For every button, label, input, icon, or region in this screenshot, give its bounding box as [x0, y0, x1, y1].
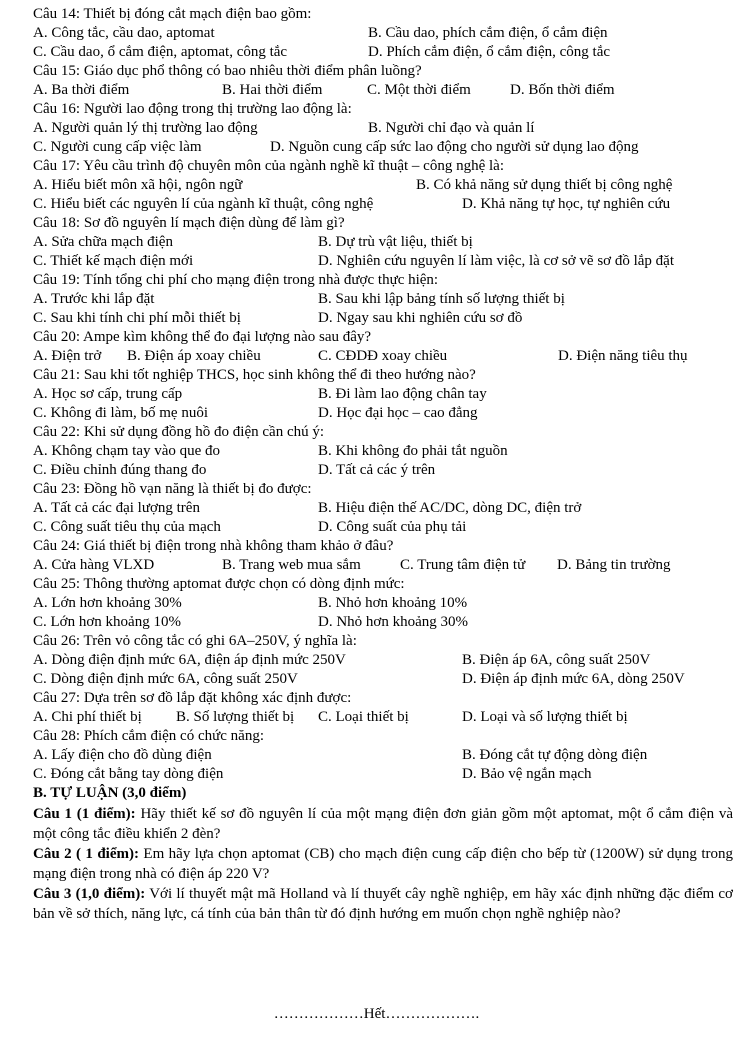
question-26: Câu 26: Trên vỏ công tắc có ghi 6A–250V, ý nghĩa là:: [33, 633, 357, 649]
q14-option-a: A. Công tắc, cầu dao, aptomat: [33, 25, 215, 41]
q24-option-b: B. Trang web mua sắm: [222, 557, 361, 573]
q18-option-b: B. Dự trù vật liệu, thiết bị: [318, 234, 473, 250]
q28-option-a: A. Lấy điện cho đồ dùng điện: [33, 747, 212, 763]
q22-option-b: B. Khi không đo phải tắt nguồn: [318, 443, 508, 459]
question-16: Câu 16: Người lao động trong thị trường lao động là:: [33, 101, 352, 117]
question-20: Câu 20: Ampe kìm không thể đo đại lượng nào sau đây?: [33, 329, 372, 345]
q25-option-b: B. Nhỏ hơn khoảng 10%: [318, 595, 468, 611]
q27-option-d: D. Loại và số lượng thiết bị: [462, 709, 628, 725]
q17-option-a: A. Hiểu biết môn xã hội, ngôn ngữ: [33, 177, 243, 193]
q25-option-a: A. Lớn hơn khoảng 30%: [33, 595, 182, 611]
question-14: Câu 14: Thiết bị đóng cắt mạch điện bao gồm:: [33, 6, 312, 22]
question-25: Câu 25: Thông thường aptomat được chọn có dòng định mức:: [33, 576, 405, 592]
question-24: Câu 24: Giá thiết bị điện trong nhà không tham khảo ở đâu?: [33, 538, 394, 554]
q25-option-c: C. Lớn hơn khoảng 10%: [33, 614, 181, 630]
q23-option-d: D. Công suất của phụ tải: [318, 519, 467, 535]
q22-option-d: D. Tất cả các ý trên: [318, 462, 436, 478]
essay-question-2: [33, 844, 733, 884]
q20-option-c: C. CĐDĐ xoay chiều: [318, 348, 448, 364]
q16-option-b: B. Người chỉ đạo và quản lí: [368, 120, 535, 136]
question-19: Câu 19: Tính tổng chi phí cho mạng điện trong nhà được thực hiện:: [33, 272, 439, 288]
q24-option-a: A. Cửa hàng VLXD: [33, 557, 155, 573]
q23-option-b: B. Hiệu điện thế AC/DC, dòng DC, điện trở: [318, 500, 582, 516]
question-28: Câu 28: Phích cắm điện có chức năng:: [33, 728, 264, 744]
question-23: Câu 23: Đồng hồ vạn năng là thiết bị đo được:: [33, 481, 312, 497]
q21-option-a: A. Học sơ cấp, trung cấp: [33, 386, 183, 402]
q14-option-b: B. Cầu dao, phích cắm điện, ổ cắm điện: [368, 25, 608, 41]
q21-option-c: C. Không đi làm, bố mẹ nuôi: [33, 405, 208, 421]
q17-option-d: D. Khả năng tự học, tự nghiên cứu: [462, 196, 671, 212]
q23-option-a: A. Tất cả các đại lượng trên: [33, 500, 200, 516]
section-b-heading: B. TỰ LUẬN (3,0 điểm): [33, 785, 187, 801]
q23-option-c: C. Công suất tiêu thụ của mạch: [33, 519, 221, 535]
q15-option-d: D. Bốn thời điểm: [510, 82, 615, 98]
q19-option-d: D. Ngay sau khi nghiên cứu sơ đồ: [318, 310, 523, 326]
essay-1-text: Hãy thiết kế sơ đồ nguyên lí của một mạng điện đơn giản gồm một aptomat, một ổ cắm điện và một công tắc điều khiển 2 đèn?: [33, 806, 734, 842]
q21-option-b: B. Đi làm lao động chân tay: [318, 386, 487, 402]
q25-option-d: D. Nhỏ hơn khoảng 30%: [318, 614, 468, 630]
q24-option-d: D. Bảng tin trường: [557, 557, 671, 573]
q16-option-a: A. Người quản lý thị trường lao động: [33, 120, 258, 136]
q28-option-c: C. Đóng cắt bằng tay dòng điện: [33, 766, 224, 782]
q28-option-d: D. Bảo vệ ngắn mạch: [462, 766, 592, 782]
q17-option-b: B. Có khả năng sử dụng thiết bị công nghệ: [416, 177, 673, 193]
q14-option-d: D. Phích cắm điện, ổ cắm điện, công tắc: [368, 44, 611, 60]
q26-option-d: D. Điện áp định mức 6A, dòng 250V: [462, 671, 685, 687]
q19-option-b: B. Sau khi lập bảng tính số lượng thiết bị: [318, 291, 565, 307]
q15-option-b: B. Hai thời điểm: [222, 82, 323, 98]
q15-option-c: C. Một thời điểm: [367, 82, 471, 98]
q27-option-b: B. Số lượng thiết bị: [176, 709, 295, 725]
q26-option-b: B. Điện áp 6A, công suất 250V: [462, 652, 651, 668]
q20-option-b: B. Điện áp xoay chiều: [127, 348, 261, 364]
essay-1-label: Câu 1 (1 điểm):: [33, 806, 136, 822]
question-18: Câu 18: Sơ đồ nguyên lí mạch điện dùng để làm gì?: [33, 215, 345, 231]
essay-2-label: Câu 2 ( 1 điểm):: [33, 846, 139, 862]
question-27: Câu 27: Dựa trên sơ đồ lắp đặt không xác định được:: [33, 690, 352, 706]
q21-option-d: D. Học đại học – cao đẳng: [318, 405, 478, 421]
q20-option-a: A. Điện trở: [33, 348, 102, 364]
q20-option-d: D. Điện năng tiêu thụ: [558, 348, 688, 364]
question-21: Câu 21: Sau khi tốt nghiệp THCS, học sinh không thể đi theo hướng nào?: [33, 367, 476, 383]
q19-option-a: A. Trước khi lắp đặt: [33, 291, 155, 307]
q17-option-c: C. Hiểu biết các nguyên lí của ngành kĩ thuật, công nghệ: [33, 196, 374, 212]
essay-3-label: Câu 3 (1,0 điểm):: [33, 886, 146, 902]
q22-option-a: A. Không chạm tay vào que đo: [33, 443, 221, 459]
question-15: Câu 15: Giáo dục phổ thông có bao nhiêu thời điểm phân luồng?: [33, 63, 422, 79]
q22-option-c: C. Điều chỉnh đúng thang đo: [33, 462, 207, 478]
question-17: Câu 17: Yêu cầu trình độ chuyên môn của ngành nghề kĩ thuật – công nghệ là:: [33, 158, 504, 174]
essay-3-text: Với lí thuyết mật mã Holland và lí thuyết cây nghề nghiệp, em hãy xác định những đặc điểm cơ bản về sở thích, năng lực, cá tính của bản thân từ đó định hướng em muốn chọn nghề nghiệp nào?: [33, 886, 733, 922]
q15-option-a: A. Ba thời điểm: [33, 82, 130, 98]
q28-option-b: B. Đóng cắt tự động dòng điện: [462, 747, 648, 763]
q18-option-a: A. Sửa chữa mạch điện: [33, 234, 173, 250]
q16-option-c: C. Người cung cấp việc làm: [33, 139, 202, 155]
essay-2-text: Em hãy lựa chọn aptomat (CB) cho mạch điện cung cấp điện cho bếp từ (1200W) sử dụng trong mạng điện trong nhà có điện áp 220 V?: [33, 846, 733, 882]
q24-option-c: C. Trung tâm điện tử: [400, 557, 526, 573]
end-marker: ………………Hết……………….: [273, 1006, 480, 1022]
q14-option-c: C. Cầu dao, ổ cắm điện, aptomat, công tắc: [33, 44, 288, 60]
q18-option-d: D. Nghiên cứu nguyên lí làm việc, là cơ sở vẽ sơ đồ lắp đặt: [318, 253, 675, 269]
question-22: Câu 22: Khi sử dụng đồng hồ đo điện cần chú ý:: [33, 424, 325, 440]
essay-question-3: [33, 884, 733, 924]
q16-option-d: D. Nguồn cung cấp sức lao động cho người sử dụng lao động: [270, 139, 639, 155]
q26-option-a: A. Dòng điện định mức 6A, điện áp định mức 250V: [33, 652, 346, 668]
q26-option-c: C. Dòng điện định mức 6A, công suất 250V: [33, 671, 298, 687]
q27-option-a: A. Chi phí thiết bị: [33, 709, 142, 725]
essay-question-1: [33, 804, 733, 844]
q18-option-c: C. Thiết kế mạch điện mới: [33, 253, 194, 269]
q27-option-c: C. Loại thiết bị: [318, 709, 409, 725]
q19-option-c: C. Sau khi tính chi phí mỗi thiết bị: [33, 310, 241, 326]
